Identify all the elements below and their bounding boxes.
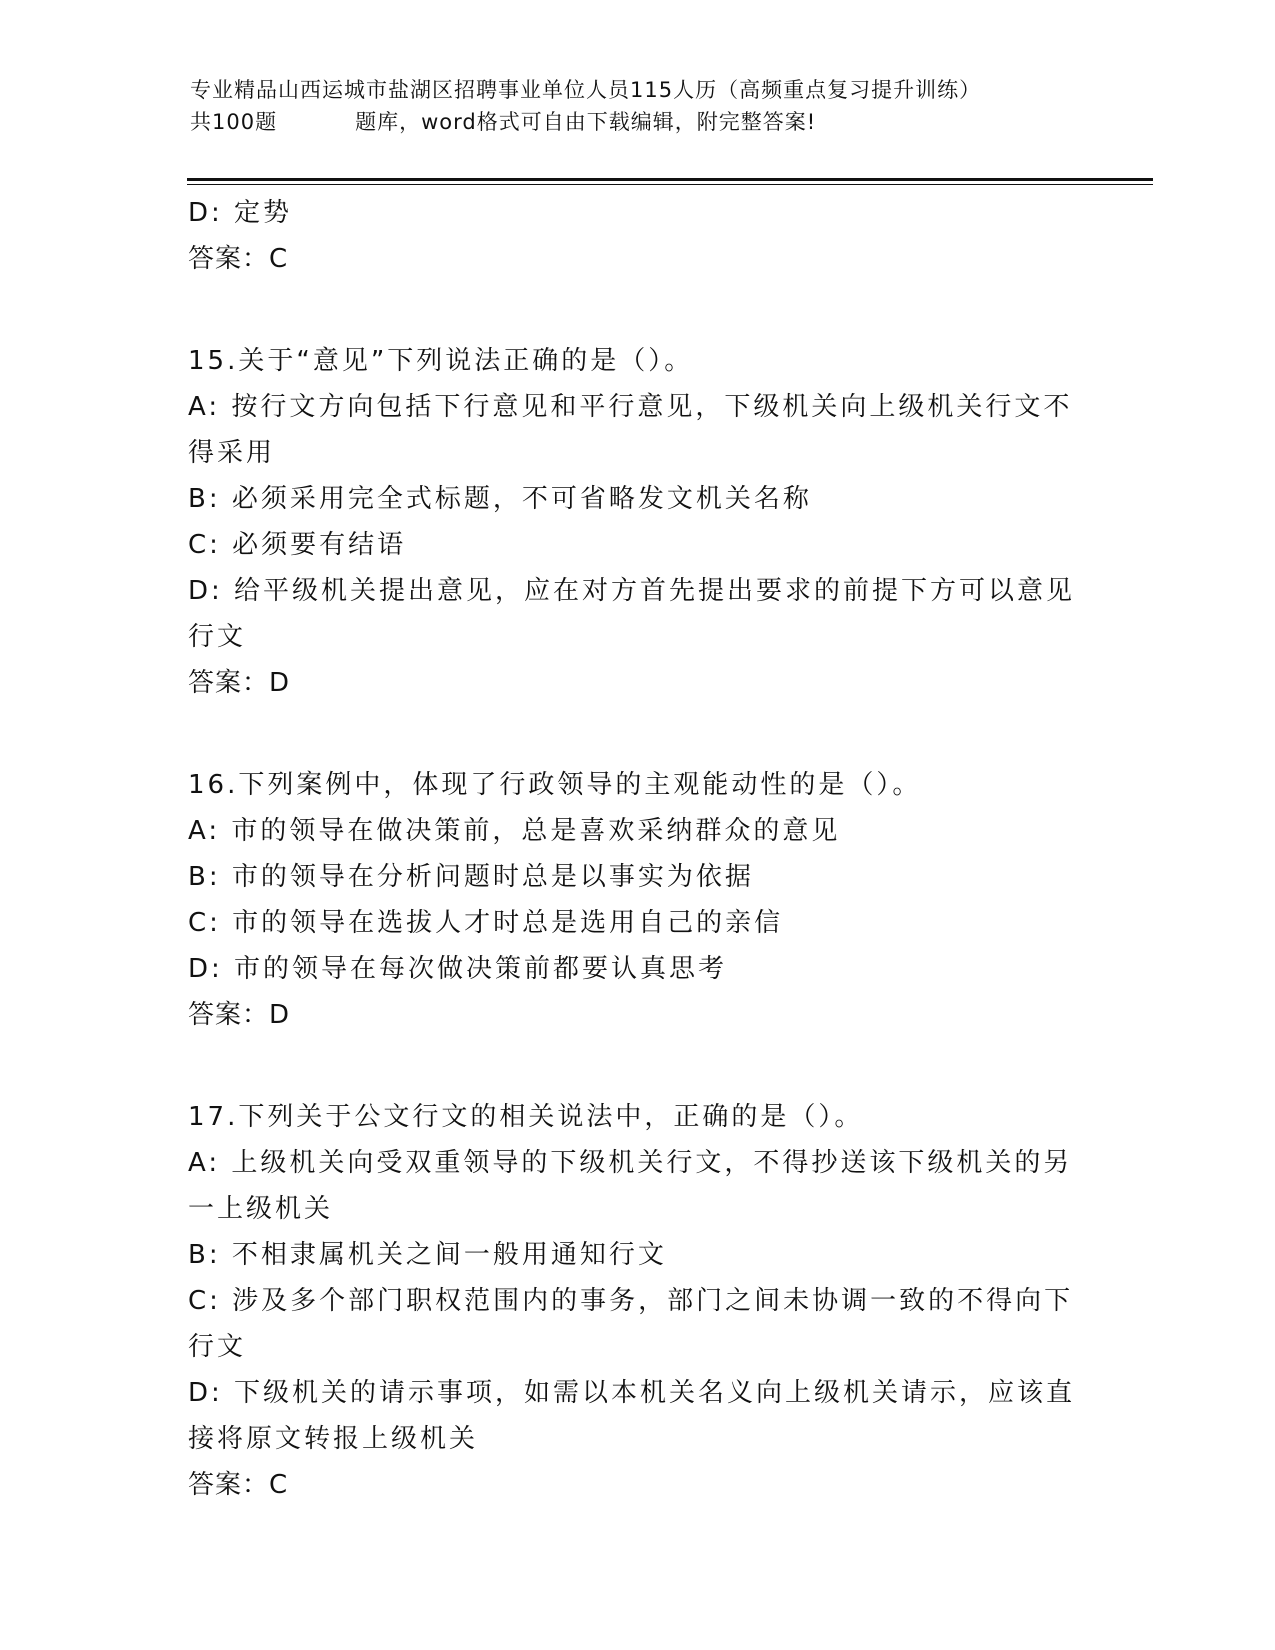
option-d-line2: 接将原文转报上级机关 [188,1424,479,1454]
question-stem: 16.下列案例中，体现了行政领导的主观能动性的是（）。 [188,770,922,800]
question-16 [188,762,1088,1038]
answer-line: 答案：C [188,1470,289,1500]
option-c: C: 市的领导在选拔人才时总是选用自己的亲信 [188,908,784,938]
document-header [190,74,1090,138]
question-spacer [188,1038,1088,1094]
answer-line: 答案：C [188,244,289,274]
question-stem: 15.关于“意见”下列说法正确的是（）。 [188,346,694,376]
previous-question-tail [188,190,1088,282]
option-a-line2: 一上级机关 [188,1194,334,1224]
question-list [188,190,1088,1508]
question-15 [188,338,1088,706]
answer-line: 答案：D [188,668,291,698]
option-a-line1: A: 上级机关向受双重领导的下级机关行文，不得抄送该下级机关的另 [188,1148,1073,1178]
option-a-line1: A: 按行文方向包括下行意见和平行意见，下级机关向上级机关行文不 [188,392,1073,422]
option-d: D: 定势 [188,198,293,228]
option-d: D: 市的领导在每次做决策前都要认真思考 [188,954,728,984]
option-d-line1: D: 给平级机关提出意见，应在对方首先提出要求的前提下方可以意见 [188,576,1076,606]
option-b: B: 市的领导在分析问题时总是以事实为依据 [188,862,754,892]
question-spacer [188,706,1088,762]
header-title-line: 专业精品山西运城市盐湖区招聘事业单位人员115人历（高频重点复习提升训练） [190,78,982,102]
question-17 [188,1094,1088,1508]
question-stem: 17.下列关于公文行文的相关说法中，正确的是（）。 [188,1102,864,1132]
header-divider-thick [187,178,1153,181]
option-b: B: 不相隶属机关之间一般用通知行文 [188,1240,667,1270]
header-description: 题库，word格式可自由下载编辑，附完整答案! [355,110,817,134]
header-subtitle-line [190,106,1090,138]
option-c-line1: C: 涉及多个部门职权范围内的事务，部门之间未协调一致的不得向下 [188,1286,1074,1316]
option-c: C: 必须要有结语 [188,530,407,560]
option-d-line1: D: 下级机关的请示事项，如需以本机关名义向上级机关请示，应该直 [188,1378,1076,1408]
question-spacer [188,282,1088,338]
option-a: A: 市的领导在做决策前，总是喜欢采纳群众的意见 [188,816,841,846]
option-a-line2: 得采用 [188,438,276,468]
header-question-count: 共100题 [190,110,278,134]
option-d-line2: 行文 [188,622,247,652]
header-divider-thin [187,184,1153,185]
option-b: B: 必须采用完全式标题，不可省略发文机关名称 [188,484,812,514]
answer-line: 答案：D [188,1000,291,1030]
option-c-line2: 行文 [188,1332,247,1362]
